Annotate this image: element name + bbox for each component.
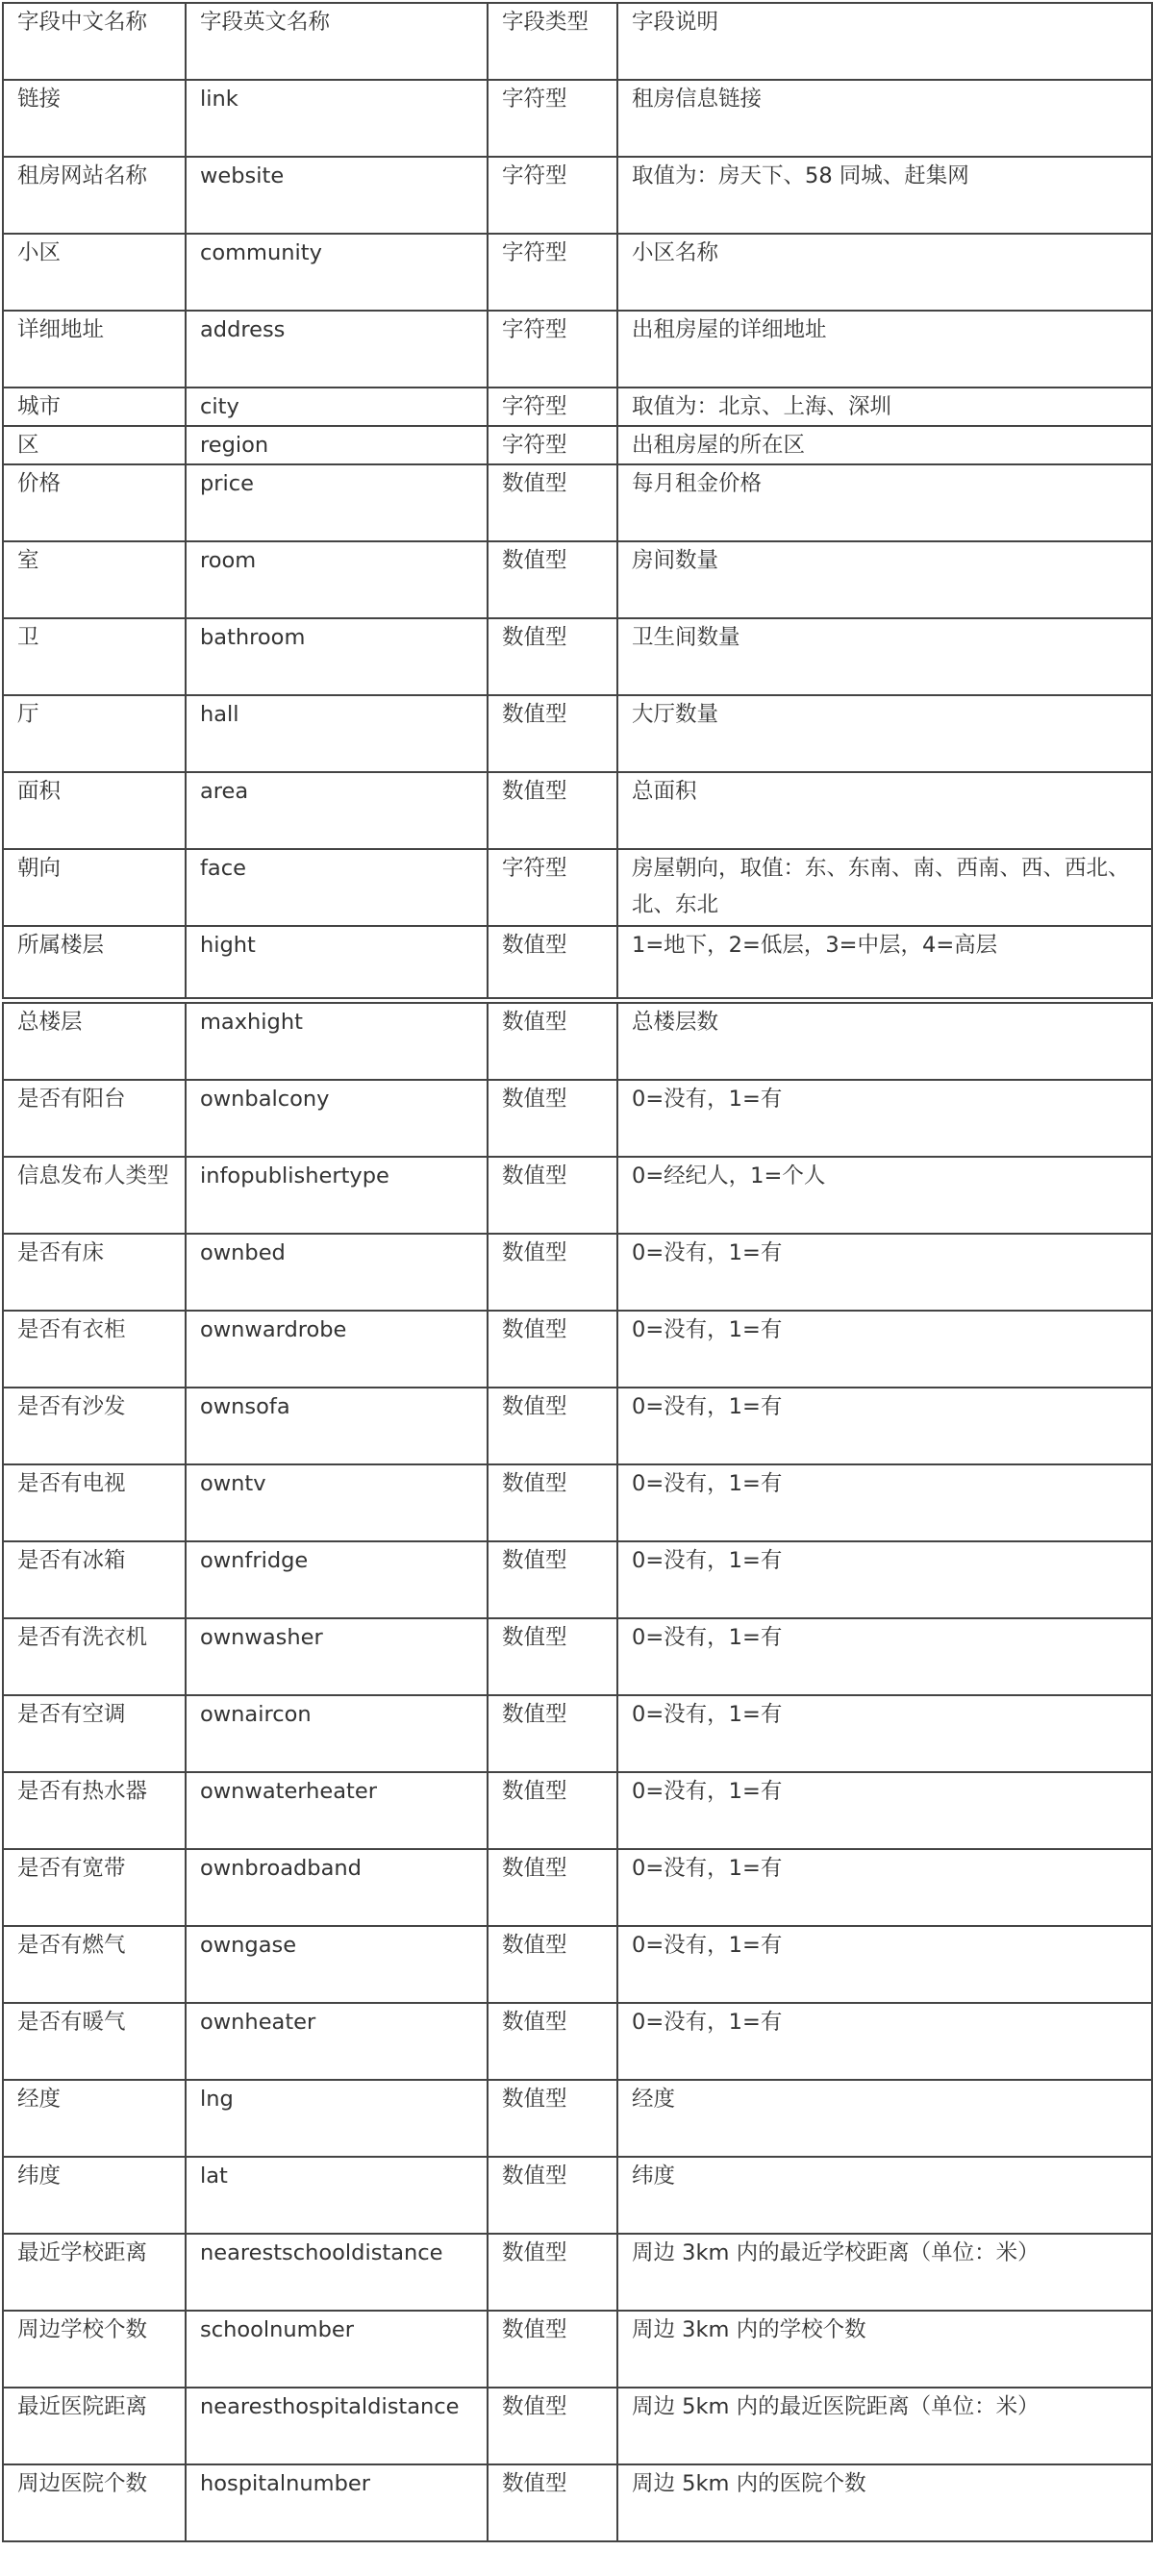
cell-desc: 总面积 <box>617 772 1152 849</box>
cell-en: ownbed <box>186 1234 488 1311</box>
table-row <box>3 2311 1152 2388</box>
table-row <box>3 1464 1152 1541</box>
cell-cn: 城市 <box>3 388 186 426</box>
cell-type: 数值型 <box>488 2464 617 2541</box>
cell-en: maxhight <box>186 1003 488 1080</box>
cell-cn: 经度 <box>3 2080 186 2157</box>
table-row <box>3 234 1152 311</box>
table-row <box>3 541 1152 618</box>
cell-type: 数值型 <box>488 1618 617 1695</box>
cell-desc: 取值为：北京、上海、深圳 <box>617 388 1152 426</box>
cell-desc: 周边 3km 内的学校个数 <box>617 2311 1152 2388</box>
cell-desc: 0=没有，1=有 <box>617 1234 1152 1311</box>
table-row <box>3 2080 1152 2157</box>
cell-cn: 卫 <box>3 618 186 695</box>
cell-desc: 小区名称 <box>617 234 1152 311</box>
cell-type: 数值型 <box>488 618 617 695</box>
table-row <box>3 849 1152 926</box>
cell-type: 数值型 <box>488 695 617 772</box>
cell-type: 数值型 <box>488 1849 617 1926</box>
cell-en: hall <box>186 695 488 772</box>
cell-en: link <box>186 80 488 157</box>
header-desc: 字段说明 <box>617 3 1152 80</box>
table-row <box>3 772 1152 849</box>
table-row <box>3 1849 1152 1926</box>
cell-type: 数值型 <box>488 1234 617 1311</box>
cell-desc: 房间数量 <box>617 541 1152 618</box>
cell-cn: 是否有电视 <box>3 1464 186 1541</box>
cell-en: owntv <box>186 1464 488 1541</box>
cell-type: 字符型 <box>488 426 617 464</box>
field-table-part-2 <box>2 1002 1153 2542</box>
cell-cn: 租房网站名称 <box>3 157 186 234</box>
cell-desc: 0=没有，1=有 <box>617 1926 1152 2003</box>
table-row <box>3 1541 1152 1618</box>
cell-en: lat <box>186 2157 488 2234</box>
cell-desc: 租房信息链接 <box>617 80 1152 157</box>
cell-en: city <box>186 388 488 426</box>
table-row <box>3 2157 1152 2234</box>
cell-cn: 是否有冰箱 <box>3 1541 186 1618</box>
table-row <box>3 695 1152 772</box>
cell-cn: 面积 <box>3 772 186 849</box>
cell-en: address <box>186 311 488 388</box>
cell-type: 字符型 <box>488 311 617 388</box>
cell-type: 数值型 <box>488 1388 617 1464</box>
cell-type: 数值型 <box>488 2311 617 2388</box>
table-row <box>3 1157 1152 1234</box>
table-row <box>3 1311 1152 1388</box>
cell-cn: 周边医院个数 <box>3 2464 186 2541</box>
cell-desc: 每月租金价格 <box>617 464 1152 541</box>
cell-cn: 周边学校个数 <box>3 2311 186 2388</box>
cell-desc: 纬度 <box>617 2157 1152 2234</box>
cell-en: face <box>186 849 488 926</box>
table-row <box>3 926 1152 998</box>
table-row <box>3 1080 1152 1157</box>
cell-cn: 纬度 <box>3 2157 186 2234</box>
cell-en: nearesthospitaldistance <box>186 2388 488 2464</box>
cell-cn: 是否有空调 <box>3 1695 186 1772</box>
cell-en: ownwardrobe <box>186 1311 488 1388</box>
cell-desc: 0=没有，1=有 <box>617 1695 1152 1772</box>
cell-en: lng <box>186 2080 488 2157</box>
cell-type: 字符型 <box>488 388 617 426</box>
cell-type: 数值型 <box>488 2003 617 2080</box>
header-cn: 字段中文名称 <box>3 3 186 80</box>
cell-cn: 厅 <box>3 695 186 772</box>
cell-desc: 出租房屋的详细地址 <box>617 311 1152 388</box>
table-row <box>3 1772 1152 1849</box>
cell-type: 数值型 <box>488 772 617 849</box>
cell-en: ownaircon <box>186 1695 488 1772</box>
table-row <box>3 1388 1152 1464</box>
cell-type: 数值型 <box>488 541 617 618</box>
cell-cn: 是否有暖气 <box>3 2003 186 2080</box>
table-row <box>3 2234 1152 2311</box>
table-row <box>3 1234 1152 1311</box>
cell-desc: 周边 5km 内的医院个数 <box>617 2464 1152 2541</box>
cell-type: 数值型 <box>488 1926 617 2003</box>
cell-cn: 最近医院距离 <box>3 2388 186 2464</box>
cell-type: 数值型 <box>488 1464 617 1541</box>
cell-type: 字符型 <box>488 157 617 234</box>
table-row <box>3 1926 1152 2003</box>
cell-type: 数值型 <box>488 1695 617 1772</box>
cell-type: 数值型 <box>488 1080 617 1157</box>
header-type: 字段类型 <box>488 3 617 80</box>
cell-type: 字符型 <box>488 234 617 311</box>
table-row <box>3 388 1152 426</box>
cell-en: area <box>186 772 488 849</box>
cell-desc: 周边 5km 内的最近医院距离（单位：米） <box>617 2388 1152 2464</box>
cell-en: ownheater <box>186 2003 488 2080</box>
cell-cn: 最近学校距离 <box>3 2234 186 2311</box>
table-row <box>3 618 1152 695</box>
cell-en: nearestschooldistance <box>186 2234 488 2311</box>
cell-en: schoolnumber <box>186 2311 488 2388</box>
table-row <box>3 464 1152 541</box>
cell-en: bathroom <box>186 618 488 695</box>
table-row <box>3 2388 1152 2464</box>
cell-en: ownbroadband <box>186 1849 488 1926</box>
cell-cn: 是否有阳台 <box>3 1080 186 1157</box>
cell-en: infopublishertype <box>186 1157 488 1234</box>
cell-desc: 取值为：房天下、58 同城、赶集网 <box>617 157 1152 234</box>
header-en: 字段英文名称 <box>186 3 488 80</box>
cell-desc: 0=没有，1=有 <box>617 1311 1152 1388</box>
cell-cn: 所属楼层 <box>3 926 186 998</box>
cell-desc: 房屋朝向，取值：东、东南、南、西南、西、西北、北、东北 <box>617 849 1152 926</box>
cell-en: price <box>186 464 488 541</box>
table-row <box>3 1003 1152 1080</box>
table-row <box>3 80 1152 157</box>
cell-cn: 小区 <box>3 234 186 311</box>
cell-cn: 链接 <box>3 80 186 157</box>
cell-type: 字符型 <box>488 849 617 926</box>
table-row <box>3 2003 1152 2080</box>
cell-desc: 1=地下，2=低层，3=中层，4=高层 <box>617 926 1152 998</box>
cell-type: 数值型 <box>488 1003 617 1080</box>
cell-desc: 经度 <box>617 2080 1152 2157</box>
cell-en: ownwaterheater <box>186 1772 488 1849</box>
cell-en: ownsofa <box>186 1388 488 1464</box>
cell-desc: 卫生间数量 <box>617 618 1152 695</box>
table-row <box>3 2464 1152 2541</box>
cell-desc: 0=没有，1=有 <box>617 1464 1152 1541</box>
table-row <box>3 426 1152 464</box>
cell-en: hight <box>186 926 488 998</box>
cell-cn: 是否有衣柜 <box>3 1311 186 1388</box>
cell-type: 数值型 <box>488 1541 617 1618</box>
cell-en: hospitalnumber <box>186 2464 488 2541</box>
table-row <box>3 157 1152 234</box>
cell-type: 数值型 <box>488 926 617 998</box>
cell-desc: 0=没有，1=有 <box>617 1849 1152 1926</box>
cell-cn: 是否有燃气 <box>3 1926 186 2003</box>
cell-cn: 信息发布人类型 <box>3 1157 186 1234</box>
cell-desc: 周边 3km 内的最近学校距离（单位：米） <box>617 2234 1152 2311</box>
cell-cn: 是否有宽带 <box>3 1849 186 1926</box>
cell-desc: 0=没有，1=有 <box>617 1772 1152 1849</box>
cell-type: 数值型 <box>488 1772 617 1849</box>
cell-desc: 0=没有，1=有 <box>617 1080 1152 1157</box>
table-row <box>3 311 1152 388</box>
cell-en: ownfridge <box>186 1541 488 1618</box>
cell-cn: 区 <box>3 426 186 464</box>
cell-type: 数值型 <box>488 1157 617 1234</box>
cell-desc: 0=没有，1=有 <box>617 1618 1152 1695</box>
cell-en: ownwasher <box>186 1618 488 1695</box>
cell-type: 数值型 <box>488 2234 617 2311</box>
cell-desc: 0=没有，1=有 <box>617 1388 1152 1464</box>
cell-cn: 总楼层 <box>3 1003 186 1080</box>
table-header-row <box>3 3 1152 80</box>
cell-desc: 0=没有，1=有 <box>617 1541 1152 1618</box>
field-table-part-1 <box>2 2 1153 999</box>
cell-en: community <box>186 234 488 311</box>
cell-desc: 出租房屋的所在区 <box>617 426 1152 464</box>
cell-en: website <box>186 157 488 234</box>
cell-desc: 大厅数量 <box>617 695 1152 772</box>
cell-cn: 是否有床 <box>3 1234 186 1311</box>
cell-cn: 是否有热水器 <box>3 1772 186 1849</box>
cell-type: 字符型 <box>488 80 617 157</box>
cell-en: room <box>186 541 488 618</box>
cell-cn: 室 <box>3 541 186 618</box>
cell-desc: 总楼层数 <box>617 1003 1152 1080</box>
cell-cn: 是否有洗衣机 <box>3 1618 186 1695</box>
table-row <box>3 1695 1152 1772</box>
cell-cn: 详细地址 <box>3 311 186 388</box>
cell-type: 数值型 <box>488 464 617 541</box>
cell-cn: 朝向 <box>3 849 186 926</box>
cell-desc: 0=经纪人，1=个人 <box>617 1157 1152 1234</box>
cell-type: 数值型 <box>488 2080 617 2157</box>
cell-type: 数值型 <box>488 2157 617 2234</box>
cell-desc: 0=没有，1=有 <box>617 2003 1152 2080</box>
cell-en: ownbalcony <box>186 1080 488 1157</box>
cell-type: 数值型 <box>488 1311 617 1388</box>
cell-cn: 价格 <box>3 464 186 541</box>
cell-en: region <box>186 426 488 464</box>
table-row <box>3 1618 1152 1695</box>
cell-type: 数值型 <box>488 2388 617 2464</box>
cell-en: owngase <box>186 1926 488 2003</box>
cell-cn: 是否有沙发 <box>3 1388 186 1464</box>
